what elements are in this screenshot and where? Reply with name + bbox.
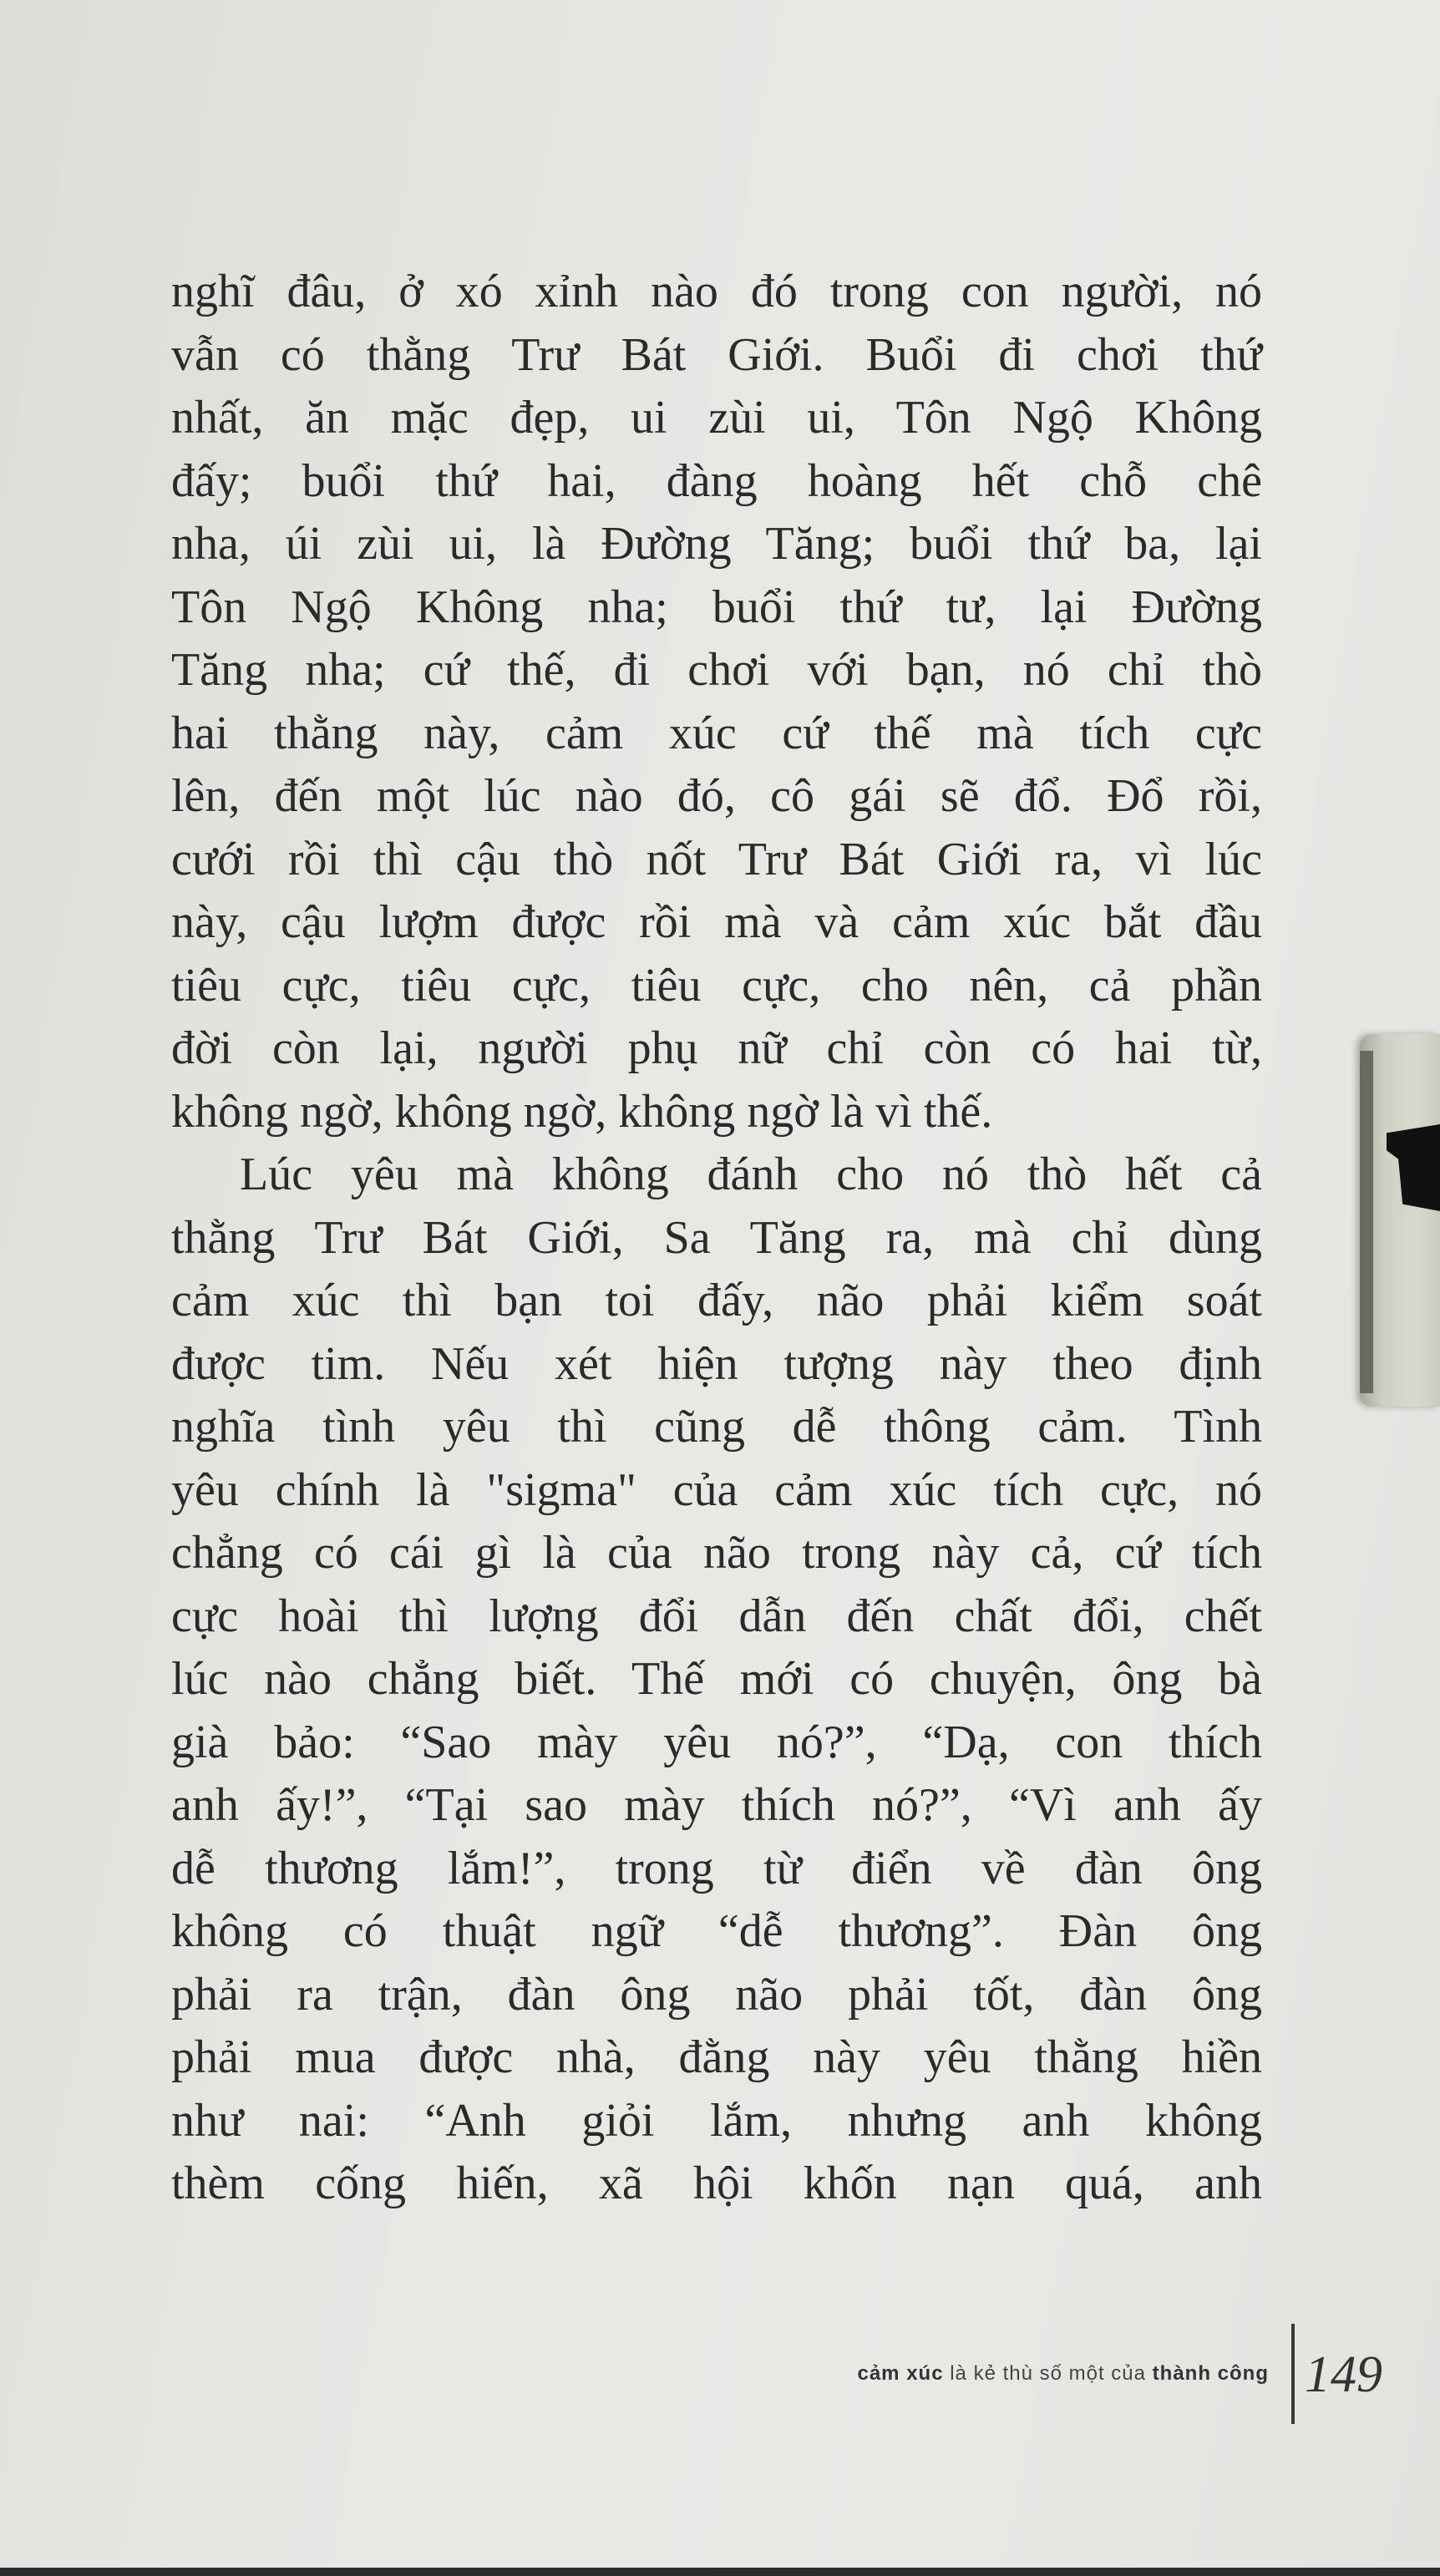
text-line: đấy; buổi thứ hai, đàng hoàng hết chỗ chê: [171, 454, 1262, 507]
footer-divider: [1291, 2324, 1295, 2424]
text-line: lên, đến một lúc nào đó, cô gái sẽ đổ. Đổ rồi,: [171, 770, 1262, 822]
text-line: cảm xúc thì bạn toi đấy, não phải kiểm soát: [171, 1275, 1262, 1326]
body-text: [171, 261, 1262, 2216]
text-line: tiêu cực, tiêu cực, tiêu cực, cho nên, cả phần: [171, 959, 1262, 1012]
text-line: phải mua được nhà, đằng này yêu thằng hiền: [171, 2031, 1262, 2083]
text-line: không ngờ, không ngờ, không ngờ là vì thế.: [171, 1085, 993, 1138]
text-line: cực hoài thì lượng đổi dẫn đến chất đổi, chết: [171, 1590, 1262, 1642]
text-line: già bảo: “Sao mày yêu nó?”, “Dạ, con thích: [171, 1716, 1262, 1768]
text-line: nghĩ đâu, ở xó xỉnh nào đó trong con người, nó: [171, 266, 1262, 317]
page-tab-sticker: [1360, 1034, 1440, 1407]
tab-mark: [1387, 1124, 1440, 1211]
text-line: đời còn lại, người phụ nữ chỉ còn có hai từ,: [171, 1022, 1262, 1074]
page-number: 149: [1305, 2346, 1382, 2403]
text-line: hai thằng này, cảm xúc cứ thế mà tích cực: [171, 707, 1262, 759]
text-line: Tăng nha; cứ thế, đi chơi với bạn, nó chỉ thò: [171, 644, 1262, 696]
text-line: chẳng có cái gì là của não trong này cả, cứ tích: [171, 1527, 1262, 1579]
footer-title-middle: là kẻ thù số một của: [943, 2362, 1153, 2385]
text-line: vẫn có thằng Trư Bát Giới. Buổi đi chơi thứ: [171, 328, 1262, 381]
text-line: dễ thương lắm!”, trong từ điển về đàn ông: [171, 1842, 1262, 1894]
footer-title-emphasis: thành công: [1152, 2362, 1269, 2385]
text-line: không có thuật ngữ “dễ thương”. Đàn ông: [171, 1905, 1262, 1957]
text-line: nha, úi zùi ui, là Đường Tăng; buổi thứ ba, lại: [171, 518, 1262, 570]
footer-title-emphasis: cảm xúc: [857, 2362, 944, 2385]
page-bottom-edge: [0, 2568, 1440, 2576]
text-line: nghĩa tình yêu thì cũng dễ thông cảm. Tình: [171, 1401, 1262, 1453]
text-line: anh ấy!”, “Tại sao mày thích nó?”, “Vì anh ấy: [171, 1779, 1262, 1831]
text-line: yêu chính là "sigma" của cảm xúc tích cực, nó: [171, 1463, 1262, 1516]
text-line: cưới rồi thì cậu thò nốt Trư Bát Giới ra, vì lúc: [171, 833, 1262, 885]
text-line: thằng Trư Bát Giới, Sa Tăng ra, mà chỉ dùng: [171, 1211, 1262, 1264]
text-line: Tôn Ngộ Không nha; buổi thứ tư, lại Đường: [171, 581, 1262, 633]
text-line: phải ra trận, đàn ông não phải tốt, đàn ông: [171, 1968, 1262, 2021]
tab-edge: [1360, 1051, 1373, 1393]
text-line: này, cậu lượm được rồi mà và cảm xúc bắt đầu: [171, 896, 1262, 948]
text-line: như nai: “Anh giỏi lắm, nhưng anh không: [171, 2094, 1262, 2147]
text-line: lúc nào chẳng biết. Thế mới có chuyện, ông bà: [171, 1653, 1262, 1705]
text-line: Lúc yêu mà không đánh cho nó thò hết cả: [240, 1149, 1262, 1200]
text-line: được tim. Nếu xét hiện tượng này theo định: [171, 1337, 1262, 1390]
text-line: thèm cống hiến, xã hội khốn nạn quá, anh: [171, 2158, 1262, 2209]
running-footer-title: [857, 2362, 1269, 2386]
text-line: nhất, ăn mặc đẹp, ui zùi ui, Tôn Ngộ Không: [171, 392, 1262, 444]
